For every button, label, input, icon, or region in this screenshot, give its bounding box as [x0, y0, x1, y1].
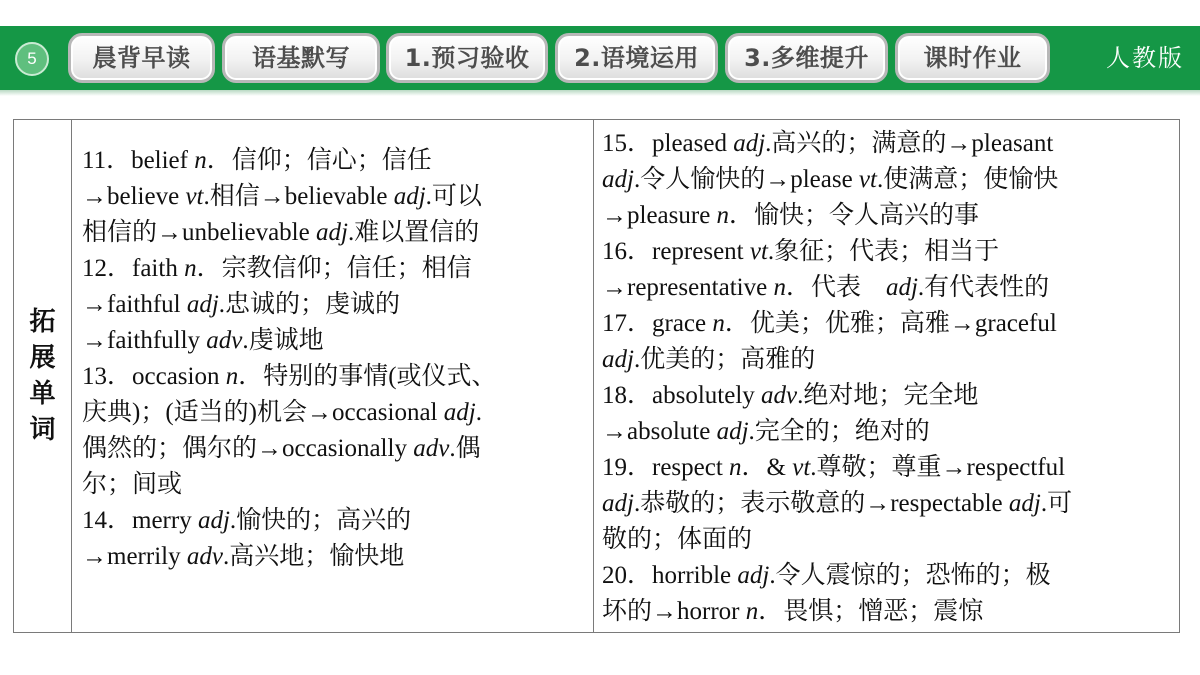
- vocab-text: 敬的；体面的: [602, 526, 753, 553]
- vocab-line: [602, 450, 1172, 486]
- vocab-text: .可: [1040, 490, 1073, 517]
- part-of-speech: adj: [197, 507, 230, 534]
- part-of-speech: n: [716, 202, 730, 229]
- vocab-text: ．特别的事情(或仪式、: [238, 363, 497, 390]
- vocab-text: .虔诚地: [242, 327, 324, 354]
- tab-homework[interactable]: 课时作业: [895, 33, 1050, 83]
- vocab-text: →faithful: [82, 291, 187, 318]
- part-of-speech: adj: [737, 562, 770, 589]
- vocab-line: [82, 431, 562, 467]
- vocab-line: [82, 467, 562, 503]
- part-of-speech: adj: [716, 418, 749, 445]
- publisher-label: 人教版: [1106, 44, 1184, 72]
- part-of-speech: adv: [413, 435, 450, 462]
- vocab-text: .令人愉快的→please: [633, 166, 859, 193]
- vocab-list-left: [82, 143, 562, 575]
- vocab-text: 15．pleased: [602, 130, 734, 157]
- vocab-text: ．优美；优雅；高雅→graceful: [724, 310, 1057, 337]
- vocab-text: .尊敬；尊重→respectful: [810, 454, 1066, 481]
- part-of-speech: vt: [185, 183, 204, 210]
- tab-basic-dictation[interactable]: 语基默写: [222, 33, 380, 83]
- vocab-line: [82, 287, 562, 323]
- vocab-text: .高兴地；愉快地: [222, 543, 405, 570]
- part-of-speech: vt: [792, 454, 811, 481]
- part-of-speech: n: [729, 454, 742, 481]
- vocab-text: .绝对地；完全地: [797, 382, 979, 409]
- vocab-line: [82, 179, 562, 215]
- vocab-text: ．代表: [785, 274, 886, 301]
- part-of-speech: adj: [602, 166, 634, 193]
- vocab-line: [602, 342, 1172, 378]
- vocab-text: ．宗教信仰；信任；相信: [196, 255, 472, 282]
- part-of-speech: adj: [443, 399, 476, 426]
- tab-multi-improve[interactable]: 3.多维提升: [725, 33, 888, 83]
- part-of-speech: adj: [602, 490, 634, 517]
- vocab-line: [82, 323, 562, 359]
- part-of-speech: adj: [1008, 490, 1041, 517]
- vocab-line: [602, 486, 1172, 522]
- vocab-line: [602, 594, 1172, 630]
- vocab-line: [602, 234, 1172, 270]
- vocab-line: [602, 126, 1172, 162]
- vocab-text: .使满意；使愉快: [876, 166, 1059, 193]
- tab-morning-reading[interactable]: 晨背早读: [68, 33, 215, 83]
- part-of-speech: n: [225, 363, 239, 390]
- vocab-text: .令人震惊的；恐怖的；极: [769, 562, 1051, 589]
- vocab-text: →pleasure: [602, 202, 717, 229]
- vocab-line: [602, 270, 1172, 306]
- vocab-text: →believe: [82, 183, 186, 210]
- vocab-text: 19．respect: [602, 454, 730, 481]
- section-label-char: 拓: [29, 307, 56, 337]
- part-of-speech: adj: [602, 346, 634, 373]
- vocab-text: 16．represent: [602, 238, 750, 265]
- vocab-text: 庆典)；(适当的)机会→occasional: [82, 399, 444, 426]
- vocab-text: .难以置信的: [347, 219, 480, 246]
- vocab-text: .有代表性的: [917, 274, 1050, 301]
- part-of-speech: n: [773, 274, 786, 301]
- vocab-text: 相信的→unbelievable: [82, 219, 316, 246]
- vocab-text: →faithfully: [82, 327, 207, 354]
- vocab-line: [82, 215, 562, 251]
- vocab-text: 18．absolutely: [602, 382, 762, 409]
- vocab-line: [82, 143, 562, 179]
- vocab-line: [602, 198, 1172, 234]
- page-number-badge: 5: [15, 42, 49, 76]
- section-label-char: 单: [29, 379, 56, 409]
- part-of-speech: n: [712, 310, 725, 337]
- part-of-speech: adj: [315, 219, 348, 246]
- vocab-text: .偶: [449, 435, 481, 462]
- column-divider: [593, 120, 594, 632]
- part-of-speech: adj: [885, 274, 918, 301]
- vocabulary-table: [13, 119, 1180, 633]
- part-of-speech: vt: [749, 238, 768, 265]
- vocab-text: 20．horrible: [602, 562, 738, 589]
- vocab-text: →representative: [602, 274, 774, 301]
- vocab-text: ．&: [741, 454, 793, 481]
- vocab-list-right: [602, 126, 1172, 630]
- vocab-line: [82, 251, 562, 287]
- vocab-text: →merrily: [82, 543, 187, 570]
- vocab-line: [602, 414, 1172, 450]
- part-of-speech: adj: [733, 130, 766, 157]
- vocab-text: .象征；代表；相当于: [767, 238, 1000, 265]
- vocab-line: [602, 522, 1172, 558]
- vocab-line: [602, 378, 1172, 414]
- vocab-text: .完全的；绝对的: [748, 418, 930, 445]
- part-of-speech: vt: [858, 166, 877, 193]
- part-of-speech: adj: [186, 291, 219, 318]
- vocab-text: 坏的→horror: [602, 598, 746, 625]
- vocab-text: .高兴的；满意的→pleasant: [765, 130, 1054, 157]
- section-label-char: 展: [29, 343, 56, 373]
- part-of-speech: n: [184, 255, 197, 282]
- vocab-text: ．畏惧；憎恶；震惊: [758, 598, 984, 625]
- vocab-line: [82, 395, 562, 431]
- part-of-speech: n: [745, 598, 759, 625]
- vocab-line: [82, 503, 562, 539]
- vocab-text: .优美的；高雅的: [633, 346, 816, 373]
- header-shadow: [0, 90, 1200, 96]
- vocab-text: 尔；间或: [82, 471, 183, 498]
- vocab-line: [602, 306, 1172, 342]
- vocab-line: [602, 558, 1172, 594]
- vocab-line: [82, 359, 562, 395]
- tab-preview-check[interactable]: 1.预习验收: [386, 33, 548, 83]
- part-of-speech: adv: [761, 382, 798, 409]
- vocab-text: ．信仰；信心；信任: [206, 147, 432, 174]
- column-divider: [71, 120, 72, 632]
- vocab-text: .忠诚的；虔诚的: [218, 291, 401, 318]
- part-of-speech: adj: [393, 183, 426, 210]
- vocab-text: .相信→believable: [203, 183, 394, 210]
- vocab-text: ．愉快；令人高兴的事: [729, 202, 980, 229]
- vocab-text: .可以: [425, 183, 482, 210]
- vocab-text: 11．belief: [82, 147, 195, 174]
- vocab-text: .愉快的；高兴的: [229, 507, 412, 534]
- vocab-text: 14．merry: [82, 507, 198, 534]
- tab-context-use[interactable]: 2.语境运用: [555, 33, 718, 83]
- vocab-text: →absolute: [602, 418, 717, 445]
- vocab-text: 12．faith: [82, 255, 185, 282]
- vocab-text: 偶然的；偶尔的→occasionally: [82, 435, 414, 462]
- vocab-line: [602, 162, 1172, 198]
- vocab-text: .恭敬的；表示敬意的→respectable: [633, 490, 1009, 517]
- part-of-speech: n: [194, 147, 207, 174]
- vocab-text: .: [475, 399, 482, 426]
- part-of-speech: adv: [206, 327, 243, 354]
- vocab-text: 17．grace: [602, 310, 713, 337]
- vocab-text: 13．occasion: [82, 363, 226, 390]
- section-label-char: 词: [29, 415, 56, 445]
- section-label: [14, 120, 71, 632]
- part-of-speech: adv: [186, 543, 223, 570]
- vocab-line: [82, 539, 562, 575]
